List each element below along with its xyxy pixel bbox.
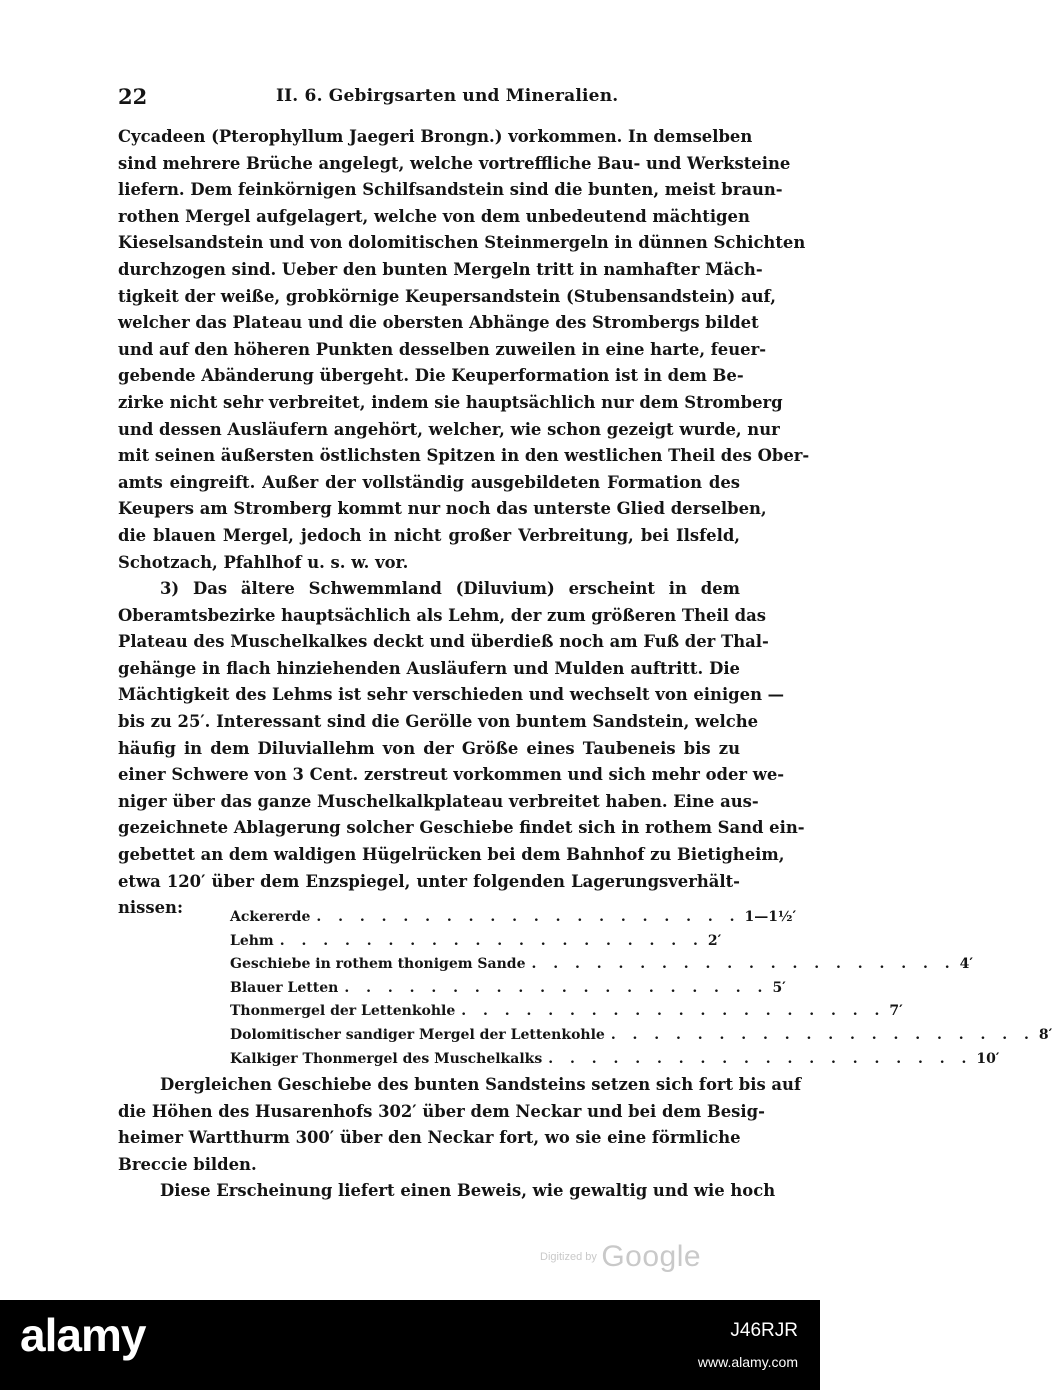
text-line: Mächtigkeit des Lehms ist sehr verschieden und wechselt von einigen —: [118, 685, 785, 705]
text-line: niger über das ganze Muschelkalkplateau verbreitet haben. Eine aus-: [118, 791, 759, 811]
table-row: [230, 953, 974, 977]
table-row: [230, 1024, 1052, 1048]
text-line: durchzogen sind. Ueber den bunten Mergeln tritt in namhafter Mäch-: [118, 259, 763, 279]
paragraph-3: [118, 1072, 801, 1205]
text-line: Keupers am Stromberg kommt nur noch das unterste Glied derselben,: [118, 499, 767, 519]
page-number: 22: [118, 84, 148, 109]
stratum-label: Thonmergel der Lettenkohle: [230, 1003, 456, 1020]
text-line: gezeichnete Ablagerung solcher Geschiebe findet sich in rothem Sand ein-: [118, 818, 805, 838]
text-line: gebende Abänderung übergeht. Die Keuperformation ist in dem Be-: [118, 366, 744, 386]
text-line: Dergleichen Geschiebe des bunten Sandsteins setzen sich fort bis auf: [160, 1075, 801, 1094]
stratum-thickness: 10′: [976, 1050, 1000, 1067]
stratum-thickness: 2′: [707, 932, 722, 949]
text-line: häufig in dem Diluviallehm von der Größe eines Taubeneis bis zu: [118, 738, 740, 758]
text-line: liefern. Dem feinkörnigen Schilfsandstein sind die bunten, meist braun-: [118, 180, 783, 200]
stratum-label: Ackererde: [230, 909, 311, 925]
table-row: [230, 977, 786, 1001]
text-line: die blauen Mergel, jedoch in nicht großer Verbreitung, bei Ilsfeld,: [118, 525, 740, 545]
text-line: nissen:: [118, 898, 183, 918]
page-header: [118, 84, 740, 114]
text-line: amts eingreift. Außer der vollständig ausgebildeten Formation des: [118, 472, 740, 492]
stratum-label: Kalkiger Thonmergel des Muschelkalks: [230, 1050, 543, 1067]
alamy-logo: alamy: [20, 1309, 146, 1361]
stratum-thickness: 1—1½′: [744, 909, 797, 925]
text-line: etwa 120′ über dem Enzspiegel, unter folgenden Lagerungsverhält-: [118, 871, 740, 891]
text-line: welcher das Plateau und die obersten Abhänge des Strombergs bildet: [118, 313, 759, 333]
text-line: und dessen Ausläufern angehört, welcher, wie schon gezeigt wurde, nur: [118, 419, 780, 439]
text-line: heimer Wartthurm 300′ über den Neckar fort, wo sie eine förmliche: [118, 1128, 741, 1148]
table-row: [230, 906, 797, 930]
strata-table: [230, 906, 1052, 1071]
text-line: 3) Das ältere Schwemmland (Diluvium) erscheint in dem: [160, 579, 740, 599]
text-line: Cycadeen (Pterophyllum Jaegeri Brongn.) vorkommen. In demselben: [118, 127, 753, 146]
text-line: mit seinen äußersten östlichsten Spitzen in den westlichen Theil des Ober-: [118, 446, 810, 466]
table-row: [230, 930, 722, 954]
text-line: Diese Erscheinung liefert einen Beweis, wie gewaltig und wie hoch: [160, 1181, 776, 1201]
table-row: [230, 1048, 1000, 1072]
leader-dots: . . . . . . . . . . . . . . . . . . . .: [610, 1026, 1035, 1043]
text-line: die Höhen des Husarenhofs 302′ über dem Neckar und bei dem Besig-: [118, 1101, 765, 1121]
text-line: bis zu 25′. Interessant sind die Gerölle von buntem Sandstein, welche: [118, 712, 759, 732]
stratum-thickness: 4′: [959, 956, 974, 973]
text-line: Breccie bilden.: [118, 1154, 257, 1174]
digitized-prefix: Digitized by: [540, 1251, 597, 1263]
stratum-label: Blauer Letten: [230, 979, 339, 996]
stratum-label: Dolomitischer sandiger Mergel der Lettenkohle: [230, 1026, 605, 1043]
text-line: Kieselsandstein und von dolomitischen Steinmergeln in dünnen Schichten: [118, 233, 806, 253]
text-line: gehänge in flach hinziehenden Ausläufern und Mulden auftritt. Die: [118, 658, 740, 678]
text-line: sind mehrere Brüche angelegt, welche vortreffliche Bau- und Werksteine: [118, 153, 791, 173]
leader-dots: . . . . . . . . . . . . . . . . . . . .: [531, 956, 956, 973]
text-line: Schotzach, Pfahlhof u. s. w. vor.: [118, 552, 409, 572]
stratum-label: Lehm: [230, 932, 274, 949]
text-line: zirke nicht sehr verbreitet, indem sie hauptsächlich nur dem Stromberg: [118, 392, 783, 412]
stratum-label: Geschiebe in rothem thonigem Sande: [230, 956, 526, 973]
watermark-bar: [0, 1300, 820, 1390]
text-line: einer Schwere von 3 Cent. zerstreut vorkommen und sich mehr oder we-: [118, 765, 785, 785]
text-line: tigkeit der weiße, grobkörnige Keupersandstein (Stubensandstein) auf,: [118, 286, 776, 306]
leader-dots: . . . . . . . . . . . . . . . . . . . .: [316, 909, 741, 925]
text-line: Plateau des Muschelkalkes deckt und überdieß noch am Fuß der Thal-: [118, 632, 769, 652]
leader-dots: . . . . . . . . . . . . . . . . . . . .: [344, 979, 769, 996]
text-line: Oberamtsbezirke hauptsächlich als Lehm, der zum größeren Theil das: [118, 605, 766, 625]
text-line: und auf den höheren Punkten desselben zuweilen in eine harte, feuer-: [118, 339, 767, 359]
watermark-url: www.alamy.com: [697, 1354, 798, 1370]
stratum-thickness: 5′: [772, 979, 786, 996]
leader-dots: . . . . . . . . . . . . . . . . . . . .: [548, 1050, 973, 1067]
text-line: gebettet an dem waldigen Hügelrücken bei dem Bahnhof zu Bietigheim,: [118, 845, 785, 865]
text-line: rothen Mergel aufgelagert, welche von dem unbedeutend mächtigen: [118, 206, 750, 226]
stratum-thickness: 8′: [1038, 1026, 1052, 1043]
stratum-thickness: 7′: [889, 1003, 903, 1020]
table-row: [230, 1000, 903, 1024]
google-logo: Google: [601, 1240, 702, 1273]
leader-dots: . . . . . . . . . . . . . . . . . . . .: [461, 1003, 886, 1020]
running-head: II. 6. Gebirgsarten und Mineralien.: [276, 86, 619, 106]
digitized-by-google-mark: [540, 1240, 701, 1274]
leader-dots: . . . . . . . . . . . . . . . . . . . .: [279, 932, 704, 949]
image-id: J46RJR: [730, 1320, 798, 1341]
